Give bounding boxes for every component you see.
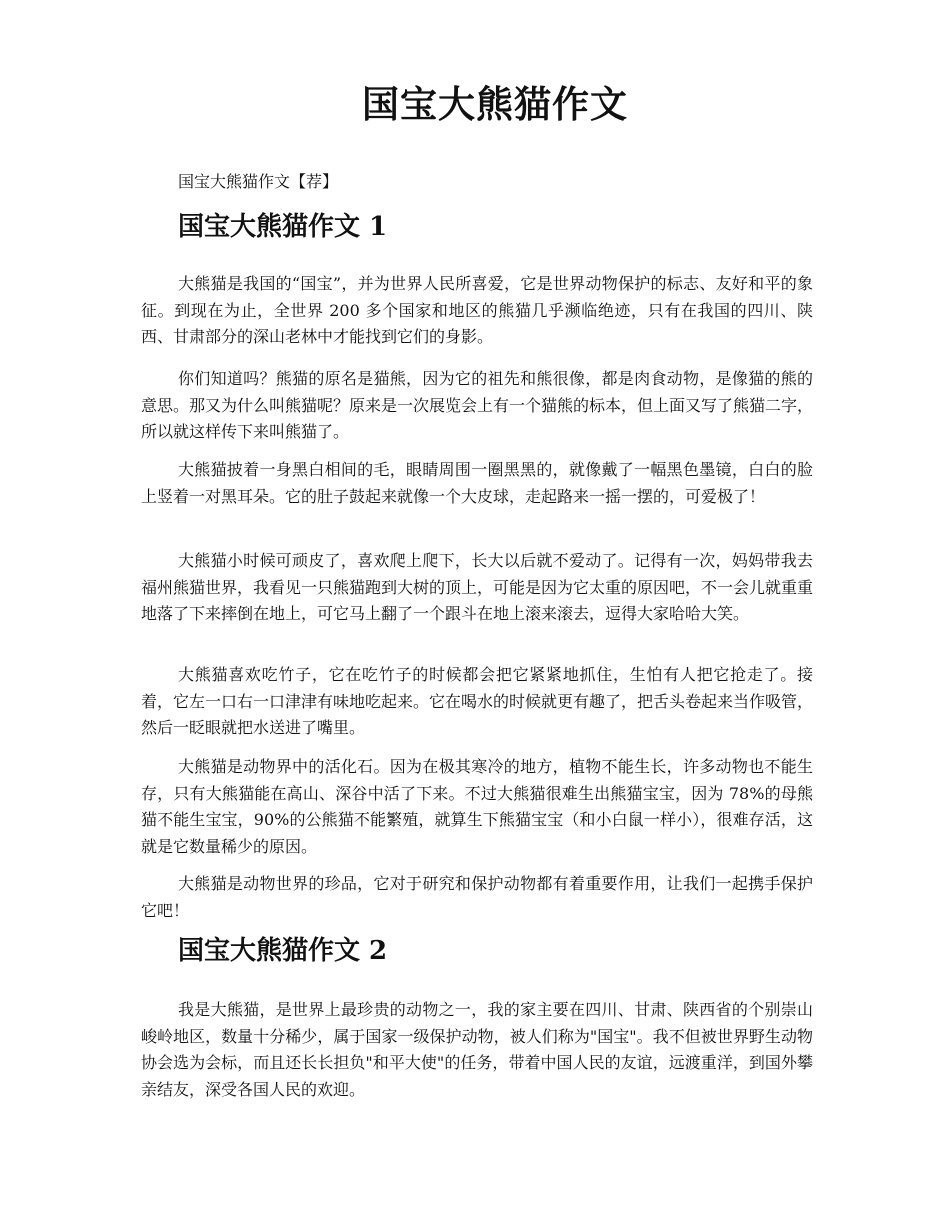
section-heading-2: 国宝大熊猫作文 2 [178, 936, 388, 966]
paragraph: 你们知道吗？熊猫的原名是猫熊，因为它的祖先和熊很像，都是肉食动物，是像猫的熊的意思。那又为什么叫熊猫呢？原来是一次展览会上有一个猫熊的标本，但上面又写了熊猫二字，所以就这样传下来叫熊猫了。 [141, 369, 814, 441]
paragraph: 大熊猫小时候可顽皮了，喜欢爬上爬下，长大以后就不爱动了。记得有一次，妈妈带我去福州熊猫世界，我看见一只熊猫跑到大树的顶上，可能是因为它太重的原因吧，不一会儿就重重地落了下来摔倒在地上，可它马上翻了一个跟斗在地上滚来滚去，逗得大家哈哈大笑。 [141, 551, 814, 623]
paragraph: 大熊猫披着一身黑白相间的毛，眼睛周围一圈黑黑的，就像戴了一幅黑色墨镜，白白的脸上竖着一对黑耳朵。它的肚子鼓起来就像一个大皮球，走起路来一摇一摆的，可爱极了！ [141, 460, 813, 506]
paragraph: 我是大熊猫，是世界上最珍贵的动物之一，我的家主要在四川、甘肃、陕西省的个别崇山峻岭地区，数量十分稀少，属于国家一级保护动物，被人们称为"国宝"。我不但被世界野生动物协会选为会标，而且还长长担负"和平大使"的任务，带着中国人民的友谊，远渡重洋，到国外攀亲结友，深受各国人民的欢迎。 [141, 1000, 813, 1099]
paragraph: 大熊猫是动物界中的活化石。因为在极其寒冷的地方，植物不能生长，许多动物也不能生存，只有大熊猫能在高山、深谷中活了下来。不过大熊猫很难生出熊猫宝宝，因为 78%的母熊猫不能生宝宝，90%的公熊猫不能繁殖，就算生下熊猫宝宝（和小白鼠一样小），很难存活，这就是它数量稀少的原因。 [141, 757, 813, 856]
paragraph: 大熊猫喜欢吃竹子，它在吃竹子的时候都会把它紧紧地抓住，生怕有人把它抢走了。接着，它左一口右一口津津有味地吃起来。它在喝水的时候就更有趣了，把舌头卷起来当作吸管，然后一眨眼就把水送进了嘴里。 [141, 665, 814, 737]
document-subtitle: 国宝大熊猫作文【荐】 [178, 172, 339, 191]
section-heading-1: 国宝大熊猫作文 1 [178, 212, 388, 242]
page-title: 国宝大熊猫作文 [362, 82, 628, 126]
paragraph: 大熊猫是我国的“国宝”，并为世界人民所喜爱，它是世界动物保护的标志、友好和平的象征。到现在为止，全世界 200 多个国家和地区的熊猫几乎濒临绝迹，只有在我国的四川、陕西、甘肃部分的深山老林中才能找到它们的身影。 [141, 274, 813, 346]
paragraph: 大熊猫是动物世界的珍品，它对于研究和保护动物都有着重要作用，让我们一起携手保护它吧！ [141, 874, 813, 920]
